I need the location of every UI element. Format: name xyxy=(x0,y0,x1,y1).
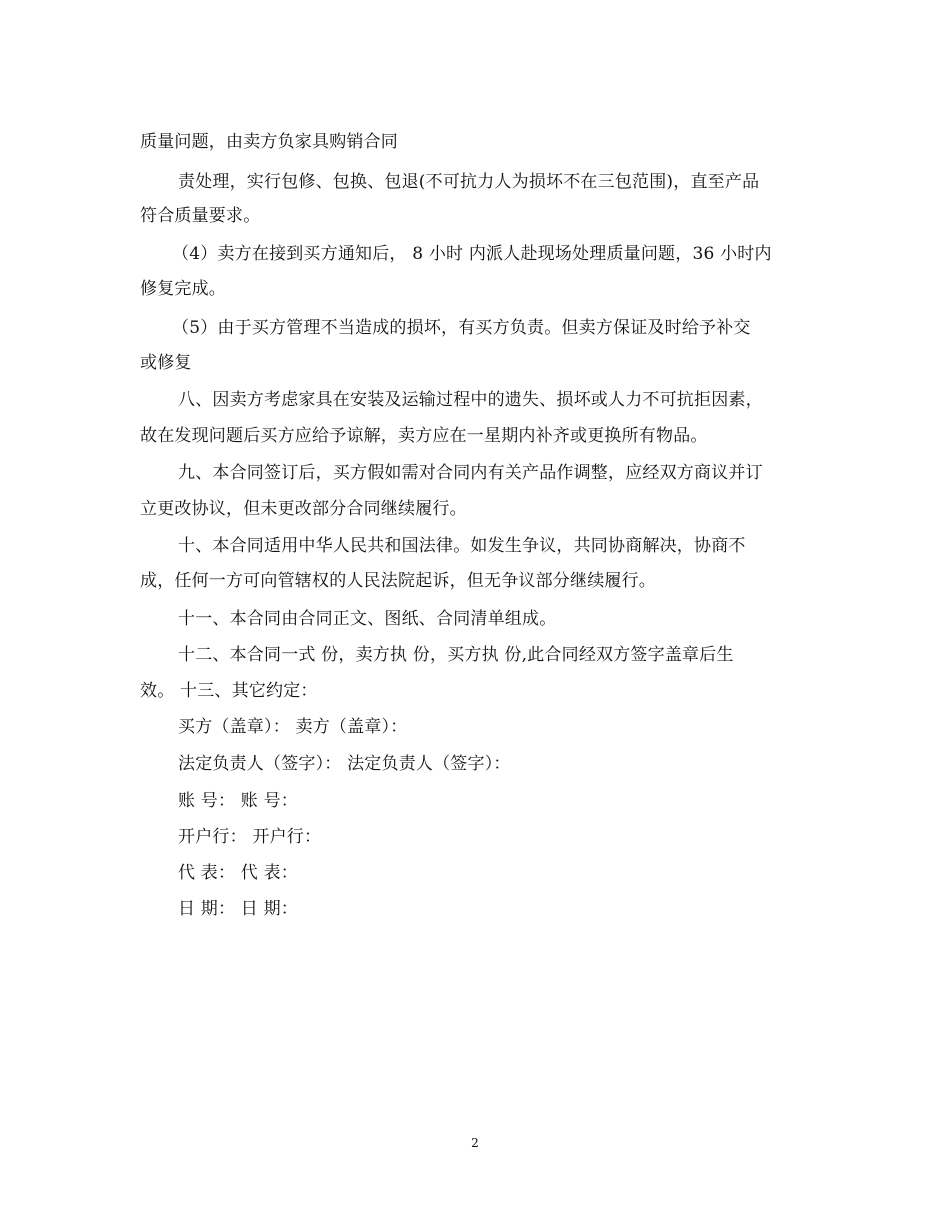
text-line-10: 九、本合同签订后，买方假如需对合同内有关产品作调整，应经双方商议并订 xyxy=(178,463,763,483)
text-line-14: 十一、本合同由合同正文、图纸、合同清单组成。 xyxy=(178,609,557,629)
text-line-15: 十二、本合同一式 份，卖方执 份，买方执 份,此合同经双方签字盖章后生 xyxy=(178,645,734,665)
text-line-13: 成，任何一方可向管辖权的人民法院起诉，但无争议部分继续履行。 xyxy=(140,571,656,591)
text-line-17: 买方（盖章）： 卖方（盖章）： xyxy=(178,717,408,737)
text-line-12: 十、本合同适用中华人民共和国法律。如发生争议，共同协商解决，协商不 xyxy=(178,536,746,556)
text-line-19: 账 号： 账 号： xyxy=(178,791,299,811)
text-line-11: 立更改协议，但未更改部分合同继续履行。 xyxy=(140,499,467,519)
text-line-9: 故在发现问题后买方应给予谅解，卖方应在一星期内补齐或更换所有物品。 xyxy=(140,426,708,446)
text-line-18: 法定负责人（签字）： 法定负责人（签字）： xyxy=(178,754,511,774)
text-line-3: 符合质量要求。 xyxy=(140,206,261,226)
text-line-16: 效。 十三、其它约定： xyxy=(140,681,318,701)
text-line-5: 修复完成。 xyxy=(140,279,226,299)
text-line-20: 开户行： 开户行： xyxy=(178,827,322,847)
text-line-7: 或修复 xyxy=(140,353,192,373)
text-line-8: 八、因卖方考虑家具在安装及运输过程中的遗失、损坏或人力不可抗拒因素， xyxy=(178,390,763,410)
text-line-21: 代 表： 代 表： xyxy=(178,863,299,883)
text-line-4: （4）卖方在接到买方通知后， 8 小时 内派人赴现场处理质量问题，36 小时内 xyxy=(172,244,772,264)
text-line-6: （5）由于买方管理不当造成的损坏，有买方负责。但卖方保证及时给予补交 xyxy=(172,318,751,338)
text-line-22: 日 期： 日 期： xyxy=(178,899,299,919)
text-line-1: 质量问题，由卖方负家具购销合同 xyxy=(140,132,398,152)
text-line-2: 责处理，实行包修、包换、包退(不可抗力人为损坏不在三包范围)，直至产品 xyxy=(178,172,760,192)
page-number: 2 xyxy=(471,1136,479,1150)
